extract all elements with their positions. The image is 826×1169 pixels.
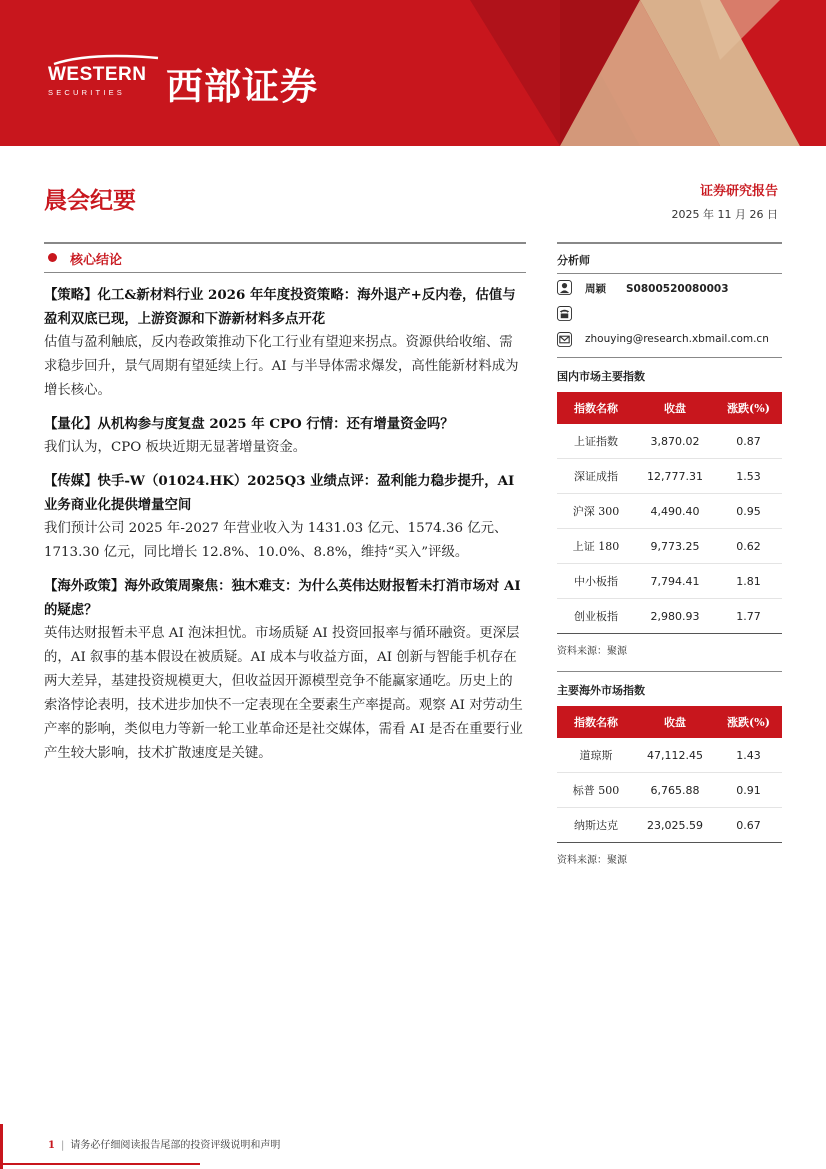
analyst-email[interactable]: zhouying@research.xbmail.com.cn	[585, 333, 769, 345]
index-change: 1.43	[715, 738, 782, 773]
analyst-name: 周颖	[585, 283, 606, 295]
article-title: 【海外政策】海外政策周聚焦：独木难支：为什么英伟达财报暂未打消市场对 AI 的疑虑？	[44, 578, 521, 618]
index-name: 中小板指	[557, 564, 635, 599]
table-header: 指数名称	[557, 706, 635, 738]
overseas-index-table	[557, 706, 782, 843]
index-name: 标普 500	[557, 773, 635, 808]
index-close: 12,777.31	[635, 459, 715, 494]
section-title: 核心结论	[70, 253, 123, 268]
table-row	[557, 773, 782, 808]
index-change: 1.77	[715, 599, 782, 634]
domestic-source: 资料来源：聚源	[557, 646, 627, 657]
header-banner	[0, 0, 826, 146]
analyst-label: 分析师	[557, 254, 590, 267]
table-row	[557, 808, 782, 843]
table-row	[557, 459, 782, 494]
logo-western: WESTERN	[48, 64, 147, 85]
table-header-row	[557, 706, 782, 738]
index-close: 3,870.02	[635, 424, 715, 459]
sidebar-rule	[557, 357, 782, 358]
phone-icon	[557, 306, 572, 321]
footer-notice: 请务必仔细阅读报告尾部的投资评级说明和声明	[70, 1140, 281, 1151]
logo-cn: 西部证券	[166, 65, 318, 108]
index-close: 7,794.41	[635, 564, 715, 599]
index-name: 沪深 300	[557, 494, 635, 529]
table-row	[557, 738, 782, 773]
report-type: 证券研究报告	[699, 184, 778, 199]
index-name: 道琼斯	[557, 738, 635, 773]
index-change: 1.81	[715, 564, 782, 599]
person-icon	[557, 280, 572, 295]
overseas-source: 资料来源：聚源	[557, 855, 627, 866]
index-close: 9,773.25	[635, 529, 715, 564]
table-header: 收盘	[635, 706, 715, 738]
table-row	[557, 599, 782, 634]
bullet-dot-icon	[48, 253, 57, 262]
phone-row	[557, 304, 782, 326]
email-row	[557, 330, 782, 352]
page-number: 1	[48, 1140, 55, 1151]
footer-bottom-line	[0, 1163, 200, 1165]
sidebar-rule	[557, 671, 782, 672]
footer	[48, 1136, 280, 1151]
analyst-row	[557, 278, 782, 300]
index-name: 上证 180	[557, 529, 635, 564]
article-strategy	[44, 283, 526, 403]
report-date: 2025 年 11 月 26 日	[671, 208, 778, 221]
sidebar-rule	[557, 273, 782, 274]
index-change: 0.95	[715, 494, 782, 529]
index-close: 23,025.59	[635, 808, 715, 843]
sidebar-rule	[557, 242, 782, 244]
index-close: 6,765.88	[635, 773, 715, 808]
article-body: 英伟达财报暂未平息 AI 泡沫担忧。市场质疑 AI 投资回报率与循环融资。更深层的，AI 叙事的基本假设在被质疑。AI 成本与收益方面，AI 创新与智能手机存在两大差异，基建投资规模更大，但收益因开源模型竞争不能赢家通吃。历史上的索洛悖论表明，技术进步加快不一定表现在全要素生产率提高。观察 AI 对劳动生产率的影响，类似电力等新一轮工业革命还是社交媒体，需看 AI 是否在重要行业产生较大影响，技术扩散速度是关键。	[44, 626, 523, 761]
table-header: 指数名称	[557, 392, 635, 424]
section-header	[44, 242, 526, 273]
index-name: 上证指数	[557, 424, 635, 459]
article-title: 【策略】化工&新材料行业 2026 年年度投资策略：海外退产+反内卷，估值与盈利双底已现，上游资源和下游新材料多点开花	[44, 287, 516, 327]
index-close: 2,980.93	[635, 599, 715, 634]
article-title: 【量化】从机构参与度复盘 2025 年 CPO 行情：还有增量资金吗？	[44, 416, 454, 432]
article-body: 估值与盈利触底，反内卷政策推动下化工行业有望迎来拐点。资源供给收缩、需求稳步回升，景气周期有望延续上行。AI 与半导体需求爆发，高性能新材料成为增长核心。	[44, 335, 519, 398]
index-name: 纳斯达克	[557, 808, 635, 843]
index-name: 深证成指	[557, 459, 635, 494]
table-row	[557, 494, 782, 529]
table-header-row	[557, 392, 782, 424]
main-column	[44, 242, 526, 766]
domestic-index-table	[557, 392, 782, 634]
page-title: 晨会纪要	[44, 187, 136, 214]
table-row	[557, 424, 782, 459]
article-media	[44, 469, 526, 565]
index-change: 1.53	[715, 459, 782, 494]
sidebar	[557, 242, 782, 866]
index-change: 0.67	[715, 808, 782, 843]
index-name: 创业板指	[557, 599, 635, 634]
table-row	[557, 564, 782, 599]
index-change: 0.91	[715, 773, 782, 808]
email-icon	[557, 332, 572, 347]
analyst-id: S0800520080003	[626, 283, 729, 295]
article-quant	[44, 412, 526, 460]
domestic-table-title: 国内市场主要指数	[557, 370, 645, 383]
article-body: 我们认为，CPO 板块近期无显著增量资金。	[44, 440, 307, 455]
table-header: 收盘	[635, 392, 715, 424]
article-body: 我们预计公司 2025 年-2027 年营业收入为 1431.03 亿元、1574.36 亿元、1713.30 亿元，同比增长 12.8%、10.0%、8.8%，维持“买入”评级。	[44, 521, 508, 560]
article-overseas-policy	[44, 574, 526, 766]
logo-securities: SECURITIES	[48, 88, 126, 97]
table-header: 涨跌(%)	[715, 706, 782, 738]
index-close: 4,490.40	[635, 494, 715, 529]
index-close: 47,112.45	[635, 738, 715, 773]
overseas-table-title: 主要海外市场指数	[557, 684, 645, 697]
article-title: 【传媒】快手-W（01024.HK）2025Q3 业绩点评：盈利能力稳步提升，AI 业务商业化提供增量空间	[44, 473, 515, 513]
table-row	[557, 529, 782, 564]
table-header: 涨跌(%)	[715, 392, 782, 424]
index-change: 0.62	[715, 529, 782, 564]
index-change: 0.87	[715, 424, 782, 459]
footer-separator: |	[60, 1140, 65, 1151]
